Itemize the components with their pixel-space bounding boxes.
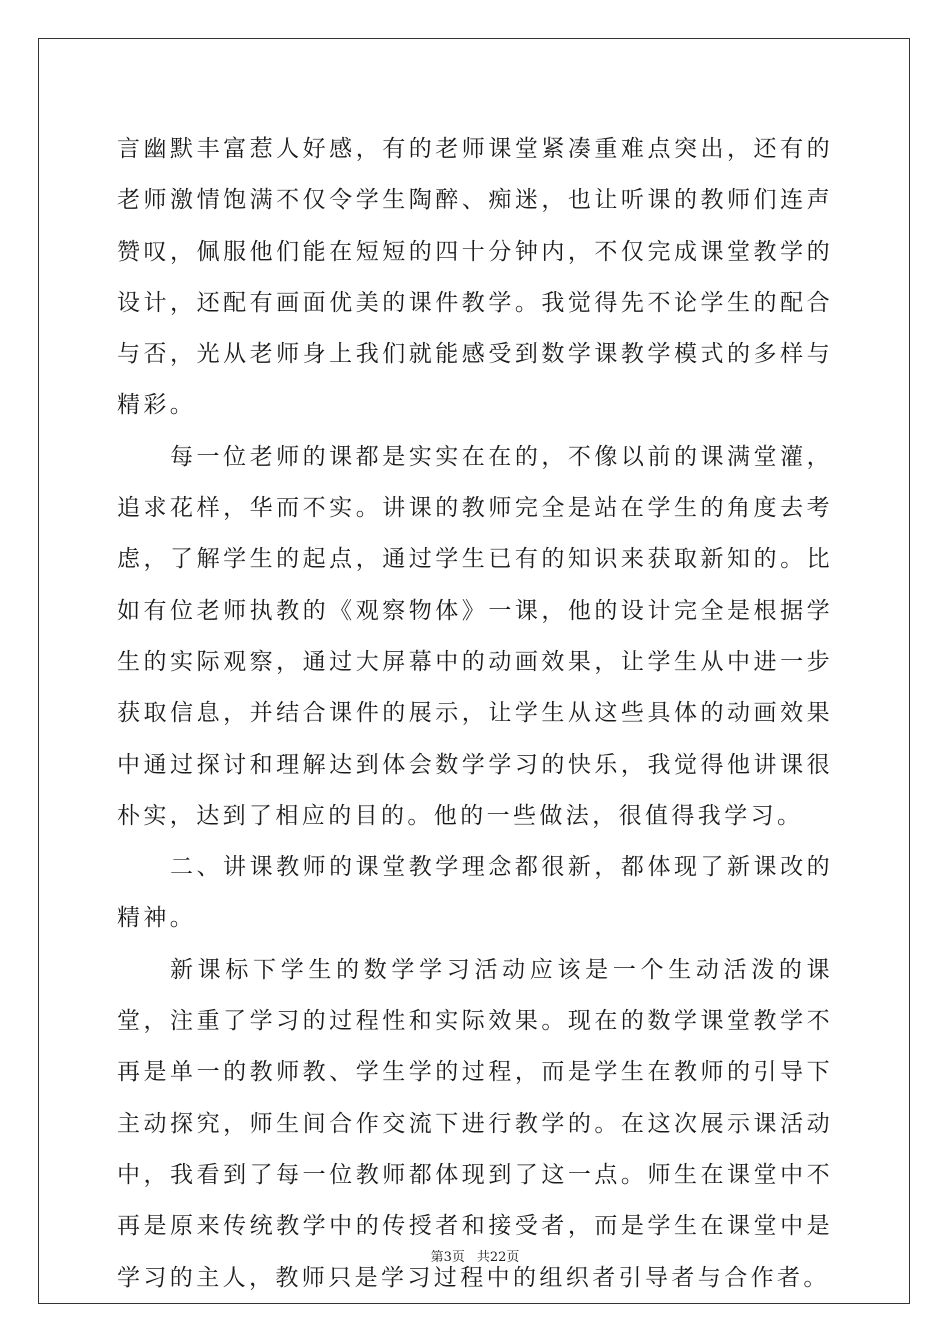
current-page-label: 第3页: [430, 1250, 465, 1265]
page-footer: [0, 1246, 950, 1265]
paragraph-1: 言幽默丰富惹人好感，有的老师课堂紧凑重难点突出，还有的老师激情饱满不仅令学生陶醉、痴迷，也让听课的教师们连声赞叹，佩服他们能在短短的四十分钟内，不仅完成课堂教学的设计，还配有画面优美的课件教学。我觉得先不论学生的配合与否，光从老师身上我们就能感受到数学课教学模式的多样与精彩。: [117, 136, 833, 419]
total-pages-label: 共22页: [476, 1250, 520, 1265]
paragraph-3-heading: 二、讲课教师的课堂教学理念都很新，都体现了新课改的精神。: [117, 854, 833, 932]
paragraph-4: 新课标下学生的数学学习活动应该是一个生动活泼的课堂，注重了学习的过程性和实际效果。现在的数学课堂教学不再是单一的教师教、学生学的过程，而是学生在教师的引导下主动探究，师生间合作交流下进行教学的。在这次展示课活动中，我看到了每一位教师都体现到了这一点。师生在课堂中不再是原来传统教学中的传授者和接受者，而是学生在课堂中是学习的主人，教师只是学习过程中的组织者引导者与合作者。: [117, 956, 833, 1291]
document-body: [117, 124, 833, 1304]
paragraph-2: 每一位老师的课都是实实在在的，不像以前的课满堂灌，追求花样，华而不实。讲课的教师完全是站在学生的角度去考虑，了解学生的起点，通过学生已有的知识来获取新知的。比如有位老师执教的《观察物体》一课，他的设计完全是根据学生的实际观察，通过大屏幕中的动画效果，让学生从中进一步获取信息，并结合课件的展示，让学生从这些具体的动画效果中通过探讨和理解达到体会数学学习的快乐，我觉得他讲课很朴实，达到了相应的目的。他的一些做法，很值得我学习。: [117, 443, 833, 829]
